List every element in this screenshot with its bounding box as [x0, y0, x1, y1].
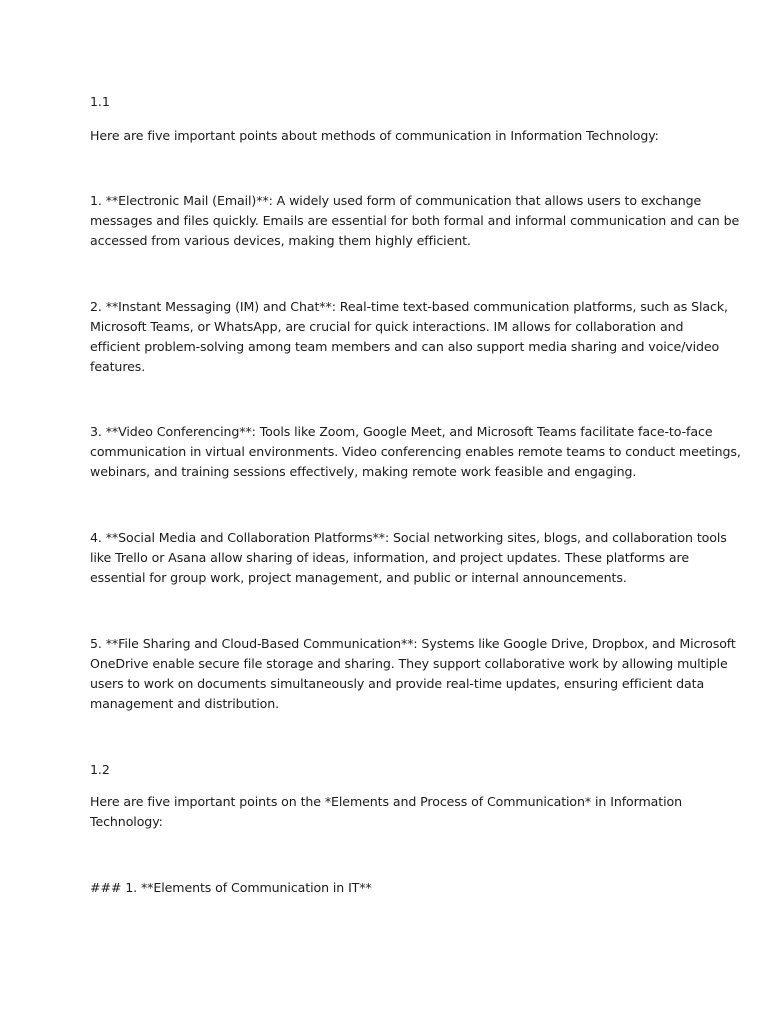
section-number-1-1: 1.1: [90, 94, 110, 109]
point-line: management and distribution.: [90, 696, 280, 711]
section-1-1-intro: Here are five important points about methods of communication in Information Technology:: [90, 128, 659, 143]
point-line: accessed from various devices, making them highly efficient.: [90, 233, 471, 248]
point-line: like Trello or Asana allow sharing of ideas, information, and project updates. These platforms are: [90, 550, 689, 565]
point-line: 4. **Social Media and Collaboration Platforms**: Social networking sites, blogs, and collaboration tools: [90, 530, 727, 545]
section-number-1-2: 1.2: [90, 762, 110, 777]
point-line: 1. **Electronic Mail (Email)**: A widely used form of communication that allows users to exchange: [90, 193, 702, 208]
point-line: efficient problem-solving among team members and can also support media sharing and voice/video: [90, 339, 720, 354]
point-line: essential for group work, project management, and public or internal announcements.: [90, 570, 627, 585]
point-line: 5. **File Sharing and Cloud-Based Communication**: Systems like Google Drive, Dropbox, and Microsoft: [90, 636, 736, 651]
point-line: 3. **Video Conferencing**: Tools like Zoom, Google Meet, and Microsoft Teams facilitate face-to-face: [90, 424, 713, 439]
section-1-2-intro-line: Technology:: [90, 814, 163, 829]
point-line: 2. **Instant Messaging (IM) and Chat**: Real-time text-based communication platforms, such as Slack,: [90, 299, 728, 314]
point-line: communication in virtual environments. Video conferencing enables remote teams to conduct meetings,: [90, 444, 741, 459]
point-line: messages and files quickly. Emails are essential for both formal and informal communication and can be: [90, 213, 740, 228]
point-line: OneDrive enable secure file storage and sharing. They support collaborative work by allowing multiple: [90, 656, 728, 671]
section-1-2-subheading: ### 1. **Elements of Communication in IT**: [90, 880, 372, 895]
point-line: Microsoft Teams, or WhatsApp, are crucial for quick interactions. IM allows for collaboration and: [90, 319, 684, 334]
point-line: webinars, and training sessions effectively, making remote work feasible and engaging.: [90, 464, 637, 479]
section-1-2-intro-line: Here are five important points on the *Elements and Process of Communication* in Information: [90, 794, 683, 809]
point-line: features.: [90, 359, 146, 374]
point-line: users to work on documents simultaneously and provide real-time updates, ensuring efficient data: [90, 676, 705, 691]
